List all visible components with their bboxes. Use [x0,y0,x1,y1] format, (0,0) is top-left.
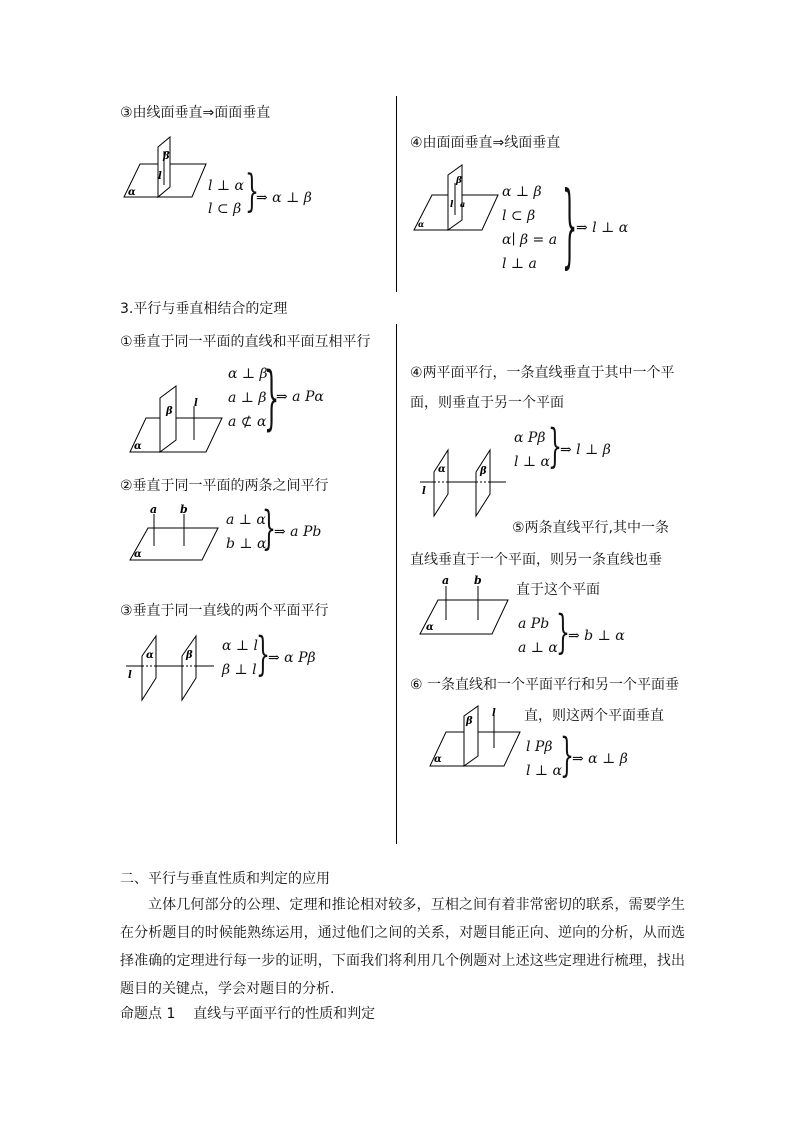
condition: l ⊥ α [526,763,562,779]
condition: l Pβ [526,739,553,755]
section-heading: 二、平行与垂直性质和判定的应用 [120,871,330,887]
alpha-label: α [134,441,142,452]
condition: α Pβ [514,430,546,446]
l-label: l [422,486,426,497]
beta-label: β [466,716,473,727]
brace-icon: } [245,168,259,218]
figure-two-parallel-lines [416,570,512,640]
theorem-title: ①垂直于同一平面的直线和平面互相平行 [120,334,371,350]
l-label: l [450,200,454,210]
figure-intersecting-planes [410,163,502,235]
theorem-title: ③由线面垂直⇒面面垂直 [120,105,271,121]
beta-label: β [163,151,170,162]
body-paragraph: 立体几何部分的公理、定理和推论相对较多，互相之间有着非常密切的联系，需要学生在分析题目的时候能熟练运用，通过他们之间的关系，对题目能正向、逆向的分析，从而选择准确的定理进行每一步的证明，下面我们将利用几个例题对上述这些定理进行梳理，找出题目的关键点，学会对题目的分析. [120,897,685,997]
figure-two-lines-perpendicular [126,500,222,566]
condition: l ⊥ a [502,256,537,272]
brace-icon: } [560,730,574,784]
column-divider-top [396,96,397,292]
theorem-title: ②垂直于同一平面的两条之间平行 [120,478,329,494]
theorem-title: ④由面面垂直⇒线面垂直 [410,135,561,151]
l-label: l [194,398,198,409]
theorem-title: ③垂直于同一直线的两个平面平行 [120,603,329,619]
condition: l ⊂ β [502,208,536,224]
l-label: l [128,670,132,681]
brace-icon: } [256,629,270,683]
result: ⇒ α ⊥ β [572,751,628,767]
condition: α ⊥ l [222,638,258,654]
theorem-title-cont: 面，则垂直于另一个平面 [410,395,564,411]
result: ⇒ α ⊥ β [256,190,312,206]
theorem-title: ④两平面平行，一条直线垂直于其中一个平 [410,365,675,381]
condition: l ⊥ α [514,454,550,470]
brace-icon: } [556,607,570,661]
result: ⇒ l ⊥ β [560,442,611,458]
condition: β ⊥ l [222,662,257,678]
result: ⇒ b ⊥ α [568,628,625,644]
b-label: b [180,503,188,516]
condition: b ⊥ α [226,536,267,552]
result: ⇒ a Pα [276,389,324,405]
condition: α ⊥ β [228,366,268,382]
brace-icon: } [262,503,276,557]
alpha-label: α [426,622,434,633]
alpha-label: α [134,549,142,560]
section-heading: 3.平行与垂直相结合的定理 [120,301,288,317]
figure-line-parallel-plane [426,704,524,770]
alpha-label: α [146,650,154,661]
a-label: a [442,574,450,587]
theorem-title: ⑤两条直线平行,其中一条 [512,520,670,536]
figure-parallel-planes-line [122,634,218,704]
figure-line-two-parallel-planes [416,446,512,518]
theorem-title-cont: 直，则这两个平面垂直 [524,708,664,724]
brace-icon: } [562,172,578,279]
theorem-title: ⑥ 一条直线和一个平面平行和另一个平面垂 [410,677,679,693]
beta-label: β [186,650,193,661]
alpha-label: α [128,187,136,198]
theorem-title-cont: 直于这个平面 [516,582,600,598]
figure-line-plane-parallel [126,382,226,454]
figure-perpendicular-planes [120,135,210,205]
condition: l ⊂ β [208,201,242,217]
condition: a Pb [518,616,550,632]
result: ⇒ α Pβ [268,650,316,666]
b-label: b [474,574,482,587]
beta-label: β [456,176,462,186]
brace-icon: } [548,421,562,475]
a-label: a [150,503,158,516]
alpha-label: α [418,219,425,229]
alpha-label: α [438,464,446,475]
subheading: 命题点 1 直线与平面平行的性质和判定 [120,1006,376,1022]
theorem-title-cont: 直线垂直于一个平面，则另一条直线也垂 [410,552,662,568]
a-label: a [460,199,466,209]
result: ⇒ a Pb [274,524,322,540]
condition: a ⊥ α [518,640,558,656]
condition: a ⊥ β [228,390,267,406]
condition: a ⊥ α [226,512,266,528]
condition: l ⊥ α [208,178,244,194]
beta-label: β [480,466,487,477]
condition: α∣ β = a [502,232,558,248]
brace-icon: } [264,357,280,439]
condition: a ⊄ α [228,414,267,430]
alpha-label: α [434,754,442,765]
column-divider-main [396,324,397,844]
beta-label: β [166,406,173,417]
l-label: l [158,171,162,182]
result: ⇒ l ⊥ α [576,220,629,236]
condition: α ⊥ β [502,184,542,200]
l-label: l [492,708,496,719]
